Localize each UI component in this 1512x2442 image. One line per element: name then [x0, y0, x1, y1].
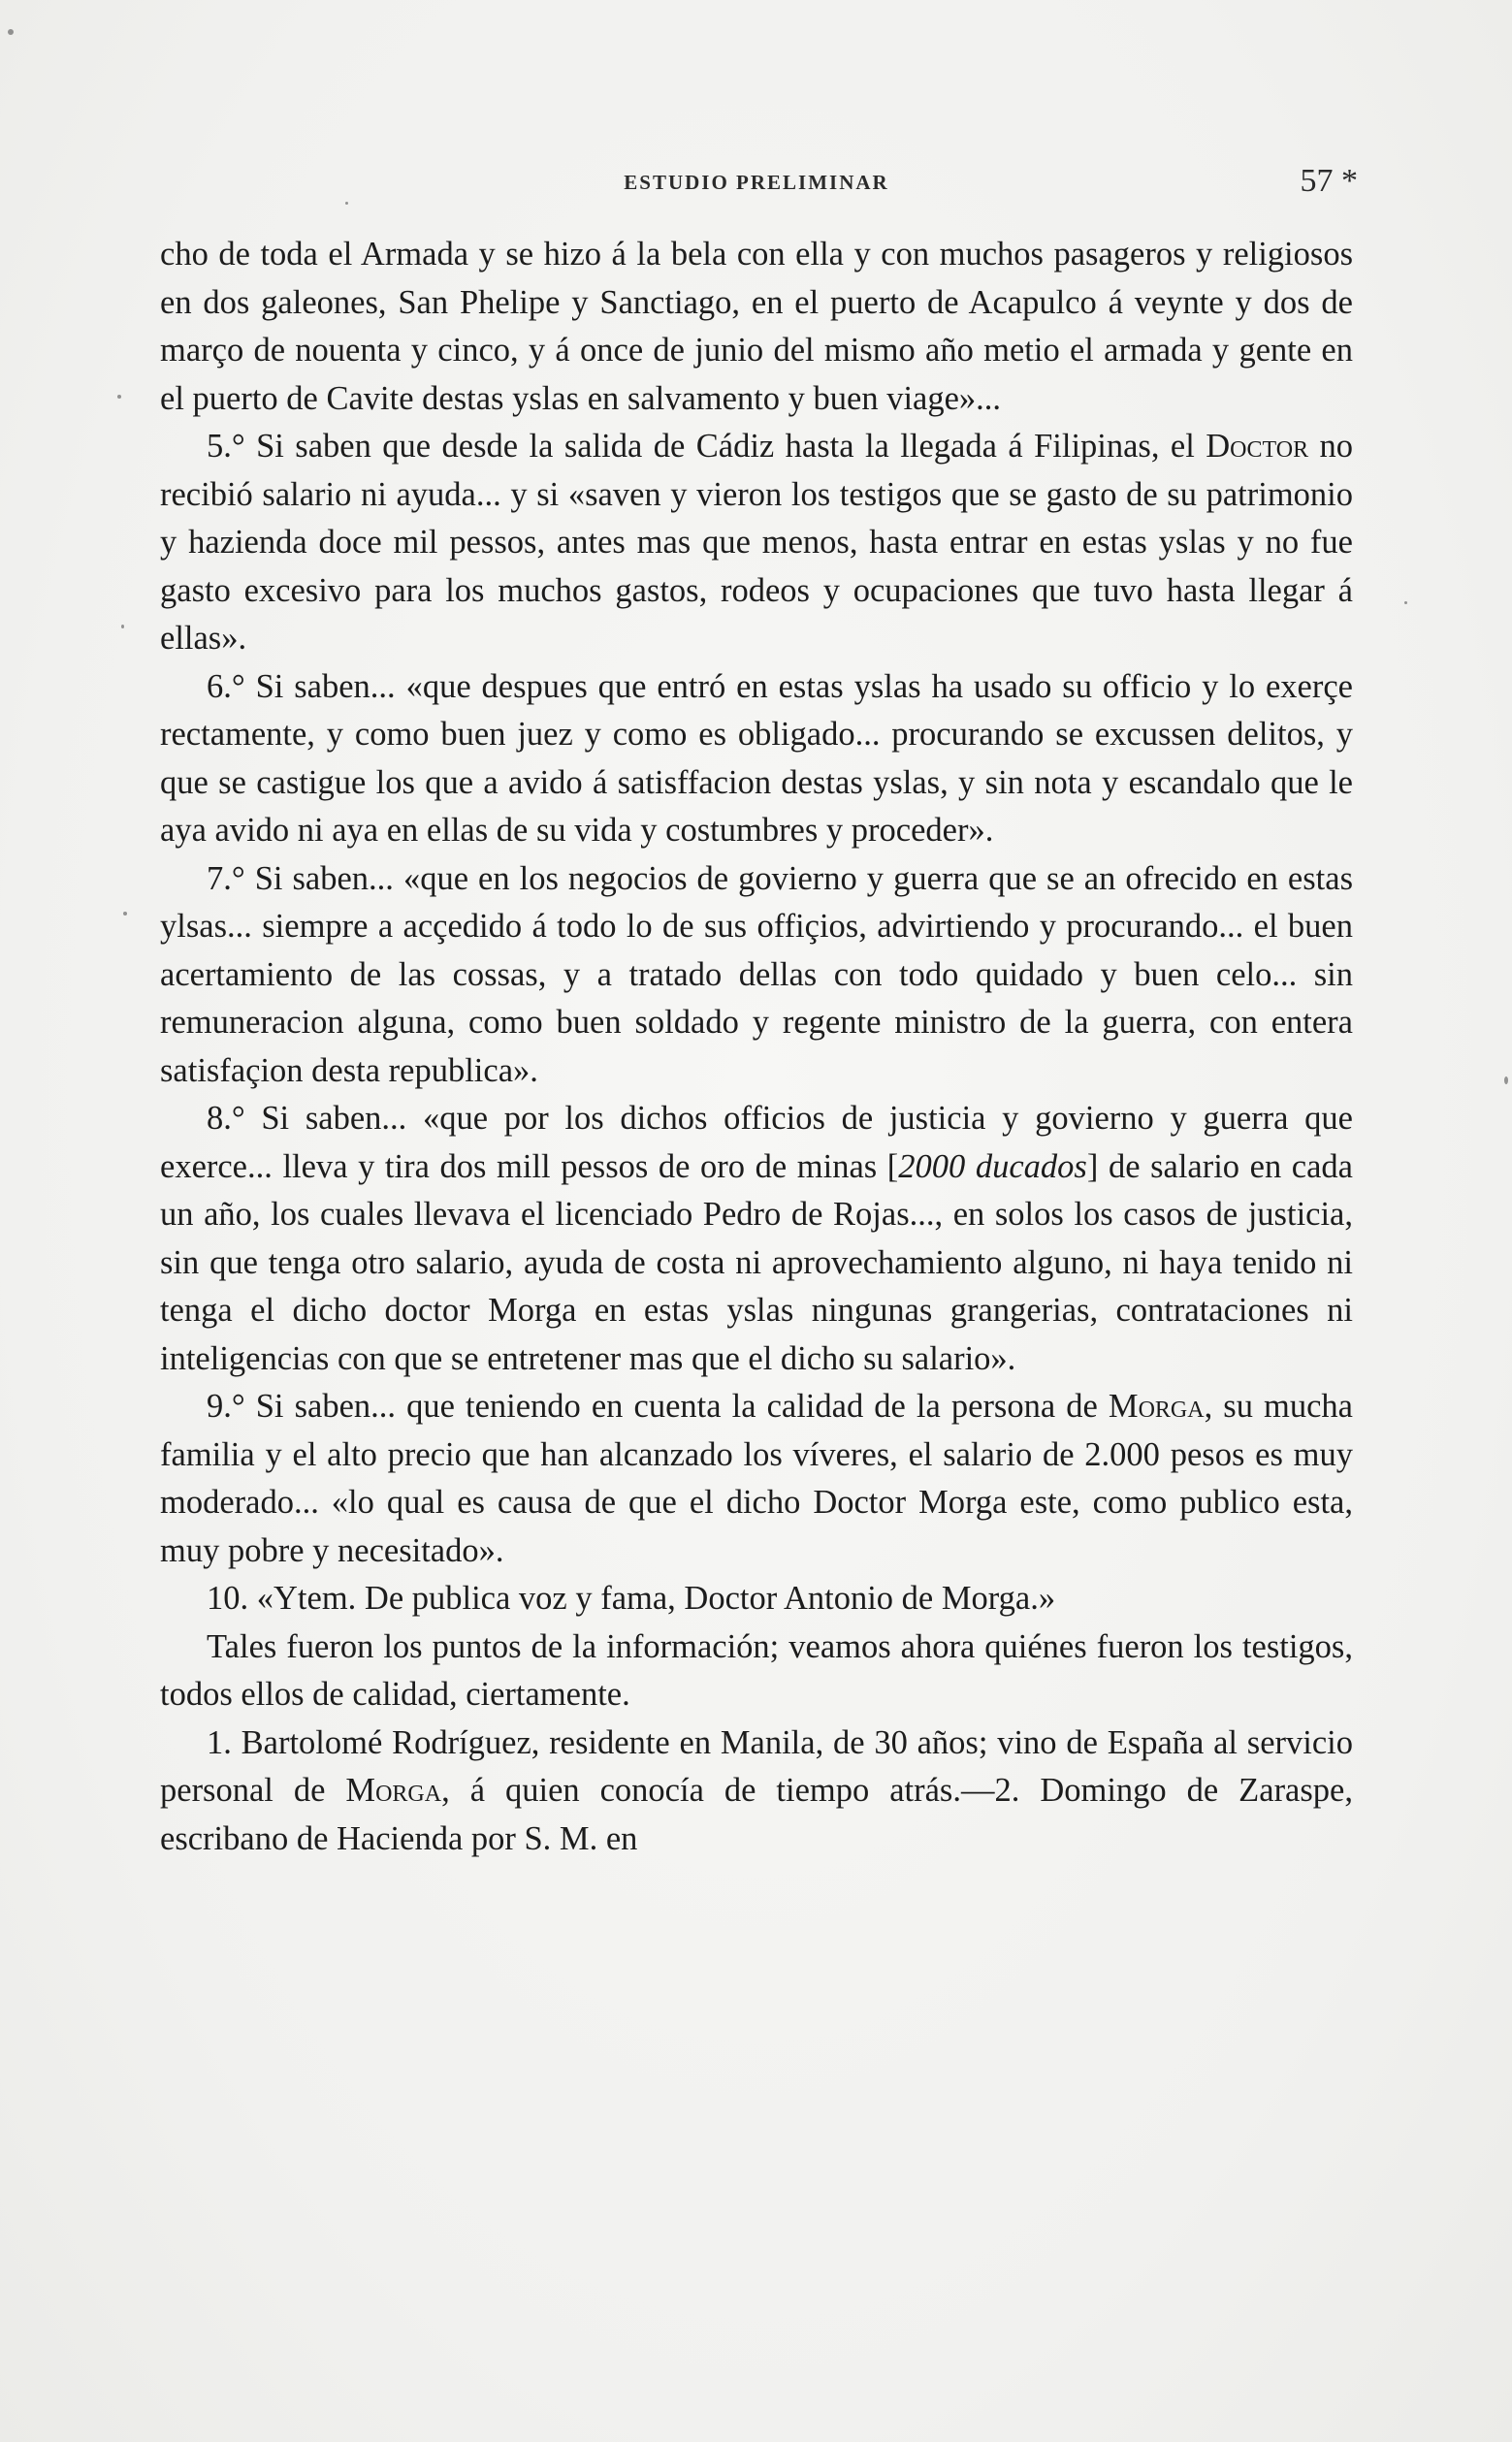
text-run: no recibió salario ni ayuda... y si «saven y vieron los testigos que se gasto de su patrimonio y hazienda doce mil pessos, antes mas que menos, hasta entrar en estas yslas y no fue gasto excesivo para los muchos gastos, rodeos y ocupaciones que tuvo hasta llegar á ellas».: [160, 428, 1354, 657]
text-run: 8.° Si saben... «que por los dichos officios de justicia y govierno y guerra que exerce... lleva y tira dos mill pessos de oro de minas [: [160, 1100, 1353, 1185]
scan-speck: [1504, 1076, 1508, 1084]
italic-run: 2000 ducados: [898, 1147, 1087, 1185]
text-run: , á quien conocía de tiempo atrás.—2. Domingo de Zaraspe, escribano de Hacienda por S. M. en: [160, 1772, 1353, 1857]
text-run: 10. «Ytem. De publica voz y fama, Doctor Antonio de Morga.»: [207, 1580, 1056, 1617]
scan-speck: [123, 912, 127, 916]
text-run: cho de toda el Armada y se hizo á la bela con ella y con muchos pasageros y religiosos en dos galeones, San Phelipe y Sanctiago, en el puerto de Acapulco á veynte y dos de março de nouenta y cinco, y á once de junio del mismo año metio el armada y gente en el puerto de Cavite destas yslas en salvamento y buen viage»...: [160, 236, 1353, 417]
scan-speck: [1404, 601, 1407, 604]
small-caps-run: Morga: [1108, 1388, 1205, 1425]
paragraph-continuation: [160, 231, 1353, 423]
page-number: 57 *: [1300, 163, 1358, 199]
paragraph-item-5: [160, 423, 1353, 663]
text-run: ] de salario en cada un año, los cuales llevava el licenciado Pedro de Rojas..., en solos los casos de justicia, sin que tenga otro salario, ayuda de costa ni aprovechamiento alguno, ni haya tenido ni tenga el dicho doctor Morga en estas yslas ningunas grangerias, contrataciones ni inteligencias con que se entretener mas que el dicho su salario».: [160, 1147, 1353, 1377]
paragraph-item-7: [160, 855, 1353, 1096]
text-run: 9.° Si saben... que teniendo en cuenta la calidad de la persona de: [207, 1388, 1109, 1425]
scan-speck: [345, 202, 348, 205]
text-run: , su mucha familia y el alto precio que han alcanzado los víveres, el salario de 2.000 pesos es muy moderado... «lo qual es causa de que el dicho Doctor Morga este, como publico esta, muy pobre y necesitado».: [160, 1388, 1353, 1569]
paragraph-item-8: [160, 1095, 1353, 1383]
paragraph-witnesses-intro: [160, 1623, 1353, 1719]
paragraph-witnesses-list: [160, 1719, 1353, 1864]
text-run: 1. Bartolomé Rodríguez, residente en Manila, de 30 años; vino de España al servicio personal de: [160, 1723, 1353, 1809]
paragraph-item-6: [160, 663, 1353, 855]
text-run: Tales fueron los puntos de la información; veamos ahora quiénes fueron los testigos, todos ellos de calidad, ciertamente.: [160, 1627, 1353, 1713]
page-header: [155, 163, 1358, 202]
paragraph-item-10: [160, 1575, 1353, 1623]
text-run: 5.° Si saben que desde la salida de Cádiz hasta la llegada á Filipinas, el: [207, 428, 1206, 465]
scan-speck: [117, 395, 121, 399]
running-head: ESTUDIO PRELIMINAR: [624, 171, 889, 194]
small-caps-run: Morga: [345, 1772, 442, 1809]
paragraph-item-9: [160, 1383, 1353, 1575]
text-run: 6.° Si saben... «que despues que entró en estas yslas ha usado su officio y lo exerçe rectamente, y como buen juez y como es obligado... procurando se excussen delitos, y que se castigue los que a avido á satisffacion destas yslas, y sin nota y escandalo que le aya avido ni aya en ellas de su vida y costumbres y proceder».: [160, 667, 1353, 849]
scan-speck: [8, 29, 14, 35]
scan-speck: [121, 625, 124, 628]
body-text: [160, 231, 1353, 1863]
small-caps-run: Doctor: [1206, 428, 1309, 465]
text-run: 7.° Si saben... «que en los negocios de govierno y guerra que se an ofrecido en estas ylsas... siempre a acçedido á todo lo de sus offiçios, advirtiendo y procurando... el buen acertamiento de las cossas, y a tratado dellas con todo quidado y buen celo... sin remuneracion alguna, como buen soldado y regente ministro de la guerra, con entera satisfaçion desta republica».: [160, 859, 1353, 1089]
